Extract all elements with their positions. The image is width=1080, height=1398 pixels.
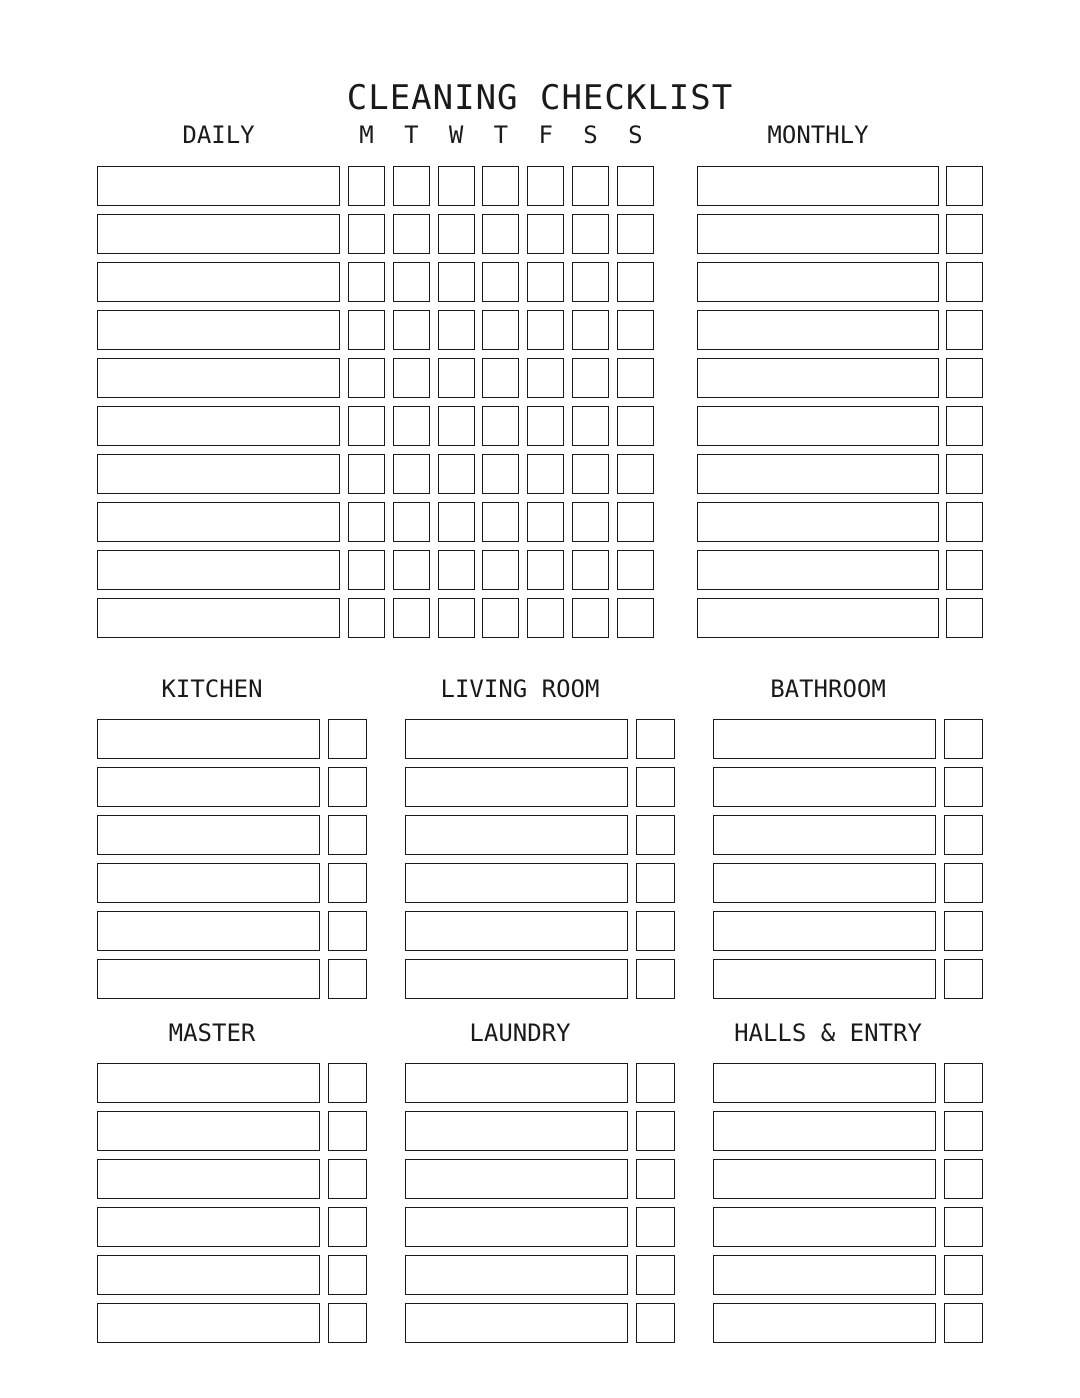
daily-day-checkbox[interactable]	[527, 454, 564, 494]
bathroom-checkbox[interactable]	[944, 863, 983, 903]
laundry-task-field[interactable]	[405, 1207, 628, 1247]
kitchen-checkbox[interactable]	[328, 719, 367, 759]
master-checkbox[interactable]	[328, 1159, 367, 1199]
bathroom-task-field[interactable]	[713, 959, 936, 999]
daily-task-field[interactable]	[97, 262, 340, 302]
daily-day-checkbox[interactable]	[348, 598, 385, 638]
monthly-checkbox[interactable]	[946, 502, 983, 542]
daily-day-checkbox[interactable]	[572, 502, 609, 542]
daily-day-checkbox[interactable]	[617, 454, 654, 494]
daily-day-checkbox[interactable]	[482, 454, 519, 494]
bathroom-checkbox[interactable]	[944, 767, 983, 807]
living-room-checkbox[interactable]	[636, 767, 675, 807]
monthly-task-field[interactable]	[697, 502, 939, 542]
daily-day-checkbox[interactable]	[348, 358, 385, 398]
monthly-checkbox[interactable]	[946, 310, 983, 350]
kitchen-task-field[interactable]	[97, 815, 320, 855]
daily-day-checkbox[interactable]	[527, 310, 564, 350]
daily-day-checkbox[interactable]	[393, 262, 430, 302]
bathroom-checkbox[interactable]	[944, 911, 983, 951]
daily-day-checkbox[interactable]	[572, 406, 609, 446]
daily-day-checkbox[interactable]	[348, 550, 385, 590]
day-label-6: S	[583, 121, 598, 149]
laundry-checkbox[interactable]	[636, 1159, 675, 1199]
bathroom-task-field[interactable]	[713, 719, 936, 759]
daily-day-checkbox[interactable]	[393, 166, 430, 206]
daily-day-checkbox[interactable]	[527, 598, 564, 638]
daily-day-checkbox[interactable]	[572, 214, 609, 254]
monthly-task-field[interactable]	[697, 406, 939, 446]
kitchen-checkbox[interactable]	[328, 863, 367, 903]
bathroom-task-field[interactable]	[713, 863, 936, 903]
monthly-heading: MONTHLY	[767, 121, 869, 149]
monthly-checkbox[interactable]	[946, 166, 983, 206]
kitchen-checkbox[interactable]	[328, 959, 367, 999]
kitchen-task-field[interactable]	[97, 863, 320, 903]
halls-and-entry-task-field[interactable]	[713, 1111, 936, 1151]
day-label-1: M	[359, 121, 374, 149]
daily-task-field[interactable]	[97, 310, 340, 350]
daily-day-checkbox[interactable]	[572, 310, 609, 350]
daily-day-checkbox[interactable]	[393, 598, 430, 638]
living-room-task-field[interactable]	[405, 767, 628, 807]
daily-day-checkbox[interactable]	[482, 358, 519, 398]
daily-heading: DAILY	[182, 121, 255, 149]
laundry-task-field[interactable]	[405, 1303, 628, 1343]
kitchen-task-field[interactable]	[97, 767, 320, 807]
day-label-7: S	[628, 121, 643, 149]
living-room-task-field[interactable]	[405, 911, 628, 951]
living-room-task-field[interactable]	[405, 863, 628, 903]
daily-day-checkbox[interactable]	[482, 262, 519, 302]
daily-task-field[interactable]	[97, 598, 340, 638]
living-room-checkbox[interactable]	[636, 863, 675, 903]
daily-day-checkbox[interactable]	[527, 166, 564, 206]
daily-day-checkbox[interactable]	[572, 166, 609, 206]
daily-day-checkbox[interactable]	[348, 166, 385, 206]
daily-task-field[interactable]	[97, 550, 340, 590]
monthly-task-field[interactable]	[697, 214, 939, 254]
daily-day-checkbox[interactable]	[438, 550, 475, 590]
day-label-2: T	[404, 121, 419, 149]
monthly-checkbox[interactable]	[946, 406, 983, 446]
daily-day-checkbox[interactable]	[617, 598, 654, 638]
daily-day-checkbox[interactable]	[527, 550, 564, 590]
laundry-task-field[interactable]	[405, 1063, 628, 1103]
daily-day-checkbox[interactable]	[393, 550, 430, 590]
kitchen-checkbox[interactable]	[328, 767, 367, 807]
halls-and-entry-task-field[interactable]	[713, 1303, 936, 1343]
daily-day-checkbox[interactable]	[438, 166, 475, 206]
daily-day-checkbox[interactable]	[572, 262, 609, 302]
living-room-task-field[interactable]	[405, 959, 628, 999]
halls-and-entry-checkbox[interactable]	[944, 1303, 983, 1343]
master-checkbox[interactable]	[328, 1111, 367, 1151]
daily-day-checkbox[interactable]	[438, 454, 475, 494]
daily-day-checkbox[interactable]	[482, 598, 519, 638]
daily-task-field[interactable]	[97, 502, 340, 542]
halls-and-entry-checkbox[interactable]	[944, 1159, 983, 1199]
master-task-field[interactable]	[97, 1111, 320, 1151]
daily-day-checkbox[interactable]	[393, 406, 430, 446]
daily-day-checkbox[interactable]	[393, 502, 430, 542]
bathroom-heading: BATHROOM	[770, 675, 886, 703]
daily-task-field[interactable]	[97, 406, 340, 446]
master-heading: MASTER	[168, 1019, 256, 1047]
laundry-task-field[interactable]	[405, 1255, 628, 1295]
monthly-task-field[interactable]	[697, 454, 939, 494]
daily-day-checkbox[interactable]	[617, 262, 654, 302]
master-checkbox[interactable]	[328, 1207, 367, 1247]
daily-day-checkbox[interactable]	[572, 454, 609, 494]
halls-and-entry-task-field[interactable]	[713, 1207, 936, 1247]
daily-day-checkbox[interactable]	[617, 310, 654, 350]
bathroom-checkbox[interactable]	[944, 719, 983, 759]
kitchen-task-field[interactable]	[97, 719, 320, 759]
kitchen-checkbox[interactable]	[328, 911, 367, 951]
daily-day-checkbox[interactable]	[393, 454, 430, 494]
daily-day-checkbox[interactable]	[348, 454, 385, 494]
daily-day-checkbox[interactable]	[438, 406, 475, 446]
living-room-checkbox[interactable]	[636, 911, 675, 951]
daily-day-checkbox[interactable]	[617, 550, 654, 590]
daily-day-checkbox[interactable]	[393, 310, 430, 350]
halls-and-entry-task-field[interactable]	[713, 1159, 936, 1199]
master-checkbox[interactable]	[328, 1063, 367, 1103]
daily-day-checkbox[interactable]	[617, 502, 654, 542]
master-checkbox[interactable]	[328, 1255, 367, 1295]
daily-day-checkbox[interactable]	[348, 406, 385, 446]
daily-day-checkbox[interactable]	[527, 214, 564, 254]
laundry-checkbox[interactable]	[636, 1111, 675, 1151]
daily-day-checkbox[interactable]	[438, 358, 475, 398]
monthly-task-field[interactable]	[697, 310, 939, 350]
bathroom-task-field[interactable]	[713, 815, 936, 855]
daily-day-checkbox[interactable]	[393, 358, 430, 398]
master-task-field[interactable]	[97, 1255, 320, 1295]
bathroom-task-field[interactable]	[713, 767, 936, 807]
bathroom-checkbox[interactable]	[944, 815, 983, 855]
daily-day-checkbox[interactable]	[617, 358, 654, 398]
living-room-heading: LIVING ROOM	[440, 675, 600, 703]
monthly-checkbox[interactable]	[946, 598, 983, 638]
monthly-checkbox[interactable]	[946, 262, 983, 302]
daily-day-checkbox[interactable]	[438, 598, 475, 638]
kitchen-task-field[interactable]	[97, 959, 320, 999]
daily-day-checkbox[interactable]	[482, 550, 519, 590]
monthly-checkbox[interactable]	[946, 454, 983, 494]
laundry-task-field[interactable]	[405, 1111, 628, 1151]
master-task-field[interactable]	[97, 1159, 320, 1199]
monthly-task-field[interactable]	[697, 550, 939, 590]
laundry-checkbox[interactable]	[636, 1063, 675, 1103]
monthly-checkbox[interactable]	[946, 358, 983, 398]
halls-and-entry-checkbox[interactable]	[944, 1207, 983, 1247]
day-label-5: F	[538, 121, 553, 149]
halls-and-entry-checkbox[interactable]	[944, 1255, 983, 1295]
laundry-checkbox[interactable]	[636, 1207, 675, 1247]
daily-day-checkbox[interactable]	[617, 406, 654, 446]
monthly-task-field[interactable]	[697, 262, 939, 302]
master-checkbox[interactable]	[328, 1303, 367, 1343]
laundry-checkbox[interactable]	[636, 1255, 675, 1295]
daily-day-checkbox[interactable]	[527, 406, 564, 446]
daily-day-checkbox[interactable]	[438, 310, 475, 350]
daily-day-checkbox[interactable]	[482, 166, 519, 206]
monthly-task-field[interactable]	[697, 166, 939, 206]
daily-day-checkbox[interactable]	[617, 214, 654, 254]
daily-day-checkbox[interactable]	[482, 214, 519, 254]
daily-day-checkbox[interactable]	[438, 214, 475, 254]
monthly-checkbox[interactable]	[946, 214, 983, 254]
daily-day-checkbox[interactable]	[348, 310, 385, 350]
page-title: CLEANING CHECKLIST	[346, 77, 734, 118]
bathroom-checkbox[interactable]	[944, 959, 983, 999]
kitchen-task-field[interactable]	[97, 911, 320, 951]
monthly-task-field[interactable]	[697, 358, 939, 398]
living-room-checkbox[interactable]	[636, 815, 675, 855]
master-task-field[interactable]	[97, 1063, 320, 1103]
laundry-checkbox[interactable]	[636, 1303, 675, 1343]
daily-day-checkbox[interactable]	[527, 502, 564, 542]
halls-and-entry-task-field[interactable]	[713, 1255, 936, 1295]
halls-and-entry-heading: HALLS & ENTRY	[734, 1019, 922, 1047]
daily-day-checkbox[interactable]	[438, 502, 475, 542]
daily-day-checkbox[interactable]	[482, 310, 519, 350]
daily-day-checkbox[interactable]	[438, 262, 475, 302]
monthly-checkbox[interactable]	[946, 550, 983, 590]
daily-day-checkbox[interactable]	[527, 262, 564, 302]
daily-day-checkbox[interactable]	[572, 358, 609, 398]
monthly-task-field[interactable]	[697, 598, 939, 638]
daily-day-checkbox[interactable]	[348, 502, 385, 542]
daily-task-field[interactable]	[97, 358, 340, 398]
daily-day-checkbox[interactable]	[348, 262, 385, 302]
living-room-checkbox[interactable]	[636, 959, 675, 999]
living-room-checkbox[interactable]	[636, 719, 675, 759]
laundry-heading: LAUNDRY	[469, 1019, 571, 1047]
daily-day-checkbox[interactable]	[572, 598, 609, 638]
daily-task-field[interactable]	[97, 214, 340, 254]
daily-task-field[interactable]	[97, 166, 340, 206]
daily-day-checkbox[interactable]	[527, 358, 564, 398]
laundry-task-field[interactable]	[405, 1159, 628, 1199]
daily-day-checkbox[interactable]	[482, 502, 519, 542]
daily-day-checkbox[interactable]	[482, 406, 519, 446]
halls-and-entry-checkbox[interactable]	[944, 1111, 983, 1151]
kitchen-checkbox[interactable]	[328, 815, 367, 855]
bathroom-task-field[interactable]	[713, 911, 936, 951]
daily-day-checkbox[interactable]	[572, 550, 609, 590]
living-room-task-field[interactable]	[405, 719, 628, 759]
daily-day-checkbox[interactable]	[348, 214, 385, 254]
daily-day-checkbox[interactable]	[393, 214, 430, 254]
day-label-4: T	[493, 121, 509, 149]
halls-and-entry-checkbox[interactable]	[944, 1063, 983, 1103]
daily-task-field[interactable]	[97, 454, 340, 494]
master-task-field[interactable]	[97, 1303, 320, 1343]
halls-and-entry-task-field[interactable]	[713, 1063, 936, 1103]
living-room-task-field[interactable]	[405, 815, 628, 855]
kitchen-heading: KITCHEN	[161, 675, 263, 703]
daily-day-checkbox[interactable]	[617, 166, 654, 206]
master-task-field[interactable]	[97, 1207, 320, 1247]
day-label-3: W	[448, 121, 464, 149]
